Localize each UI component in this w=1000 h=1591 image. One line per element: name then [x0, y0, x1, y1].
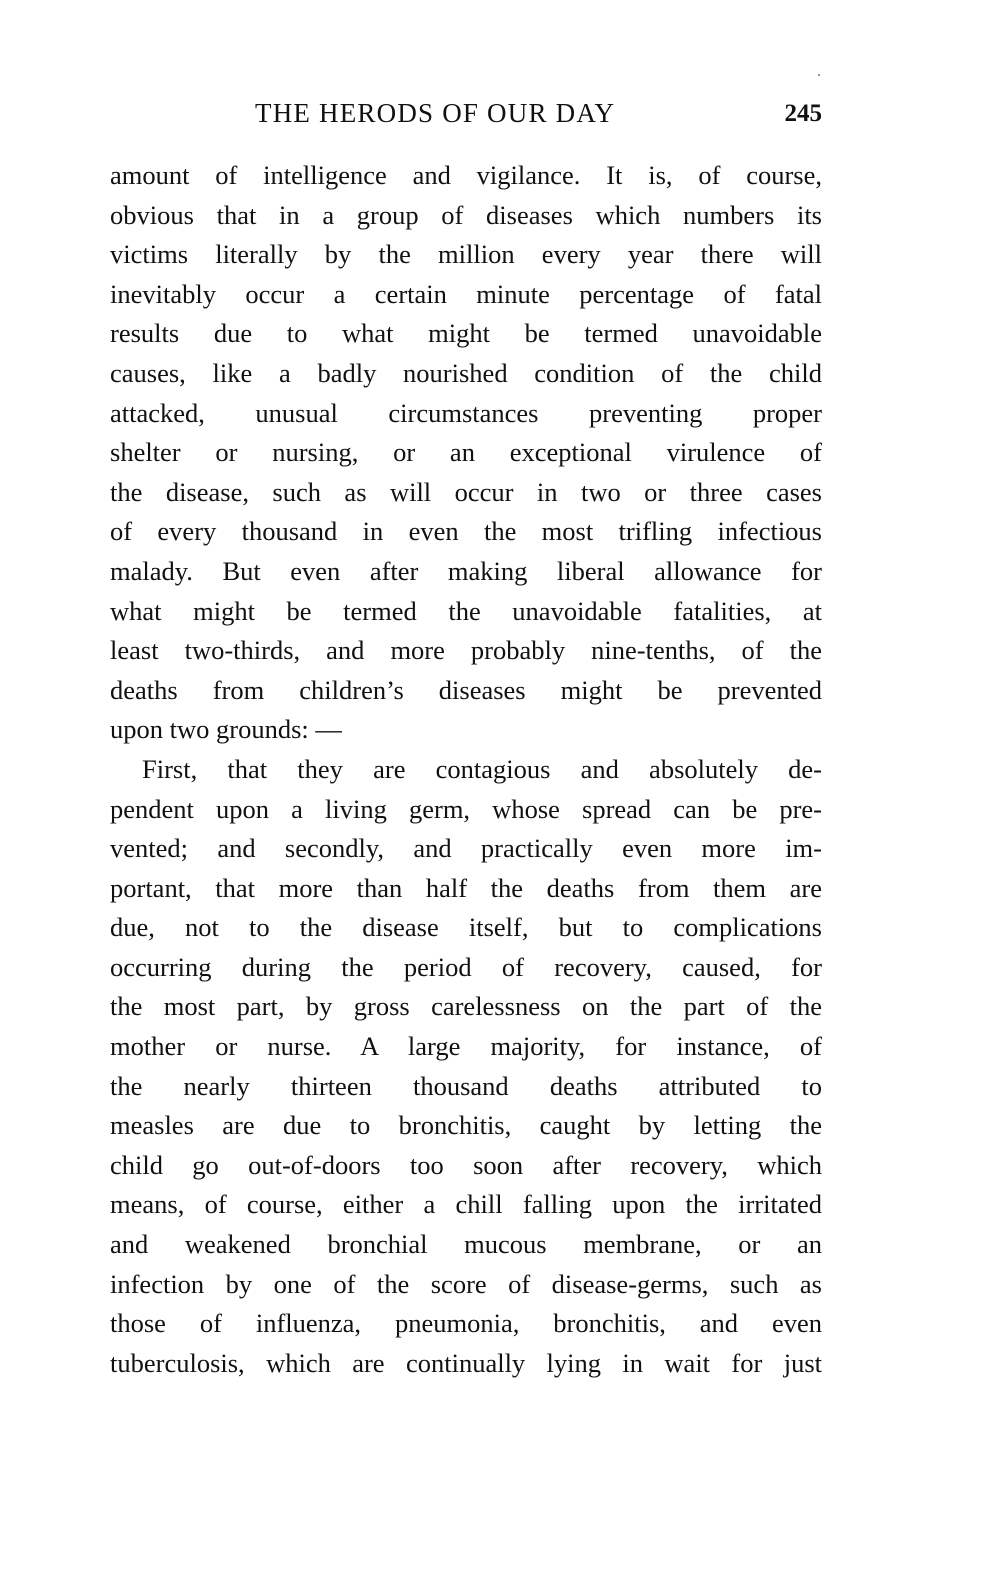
text-line: measles are due to bronchitis, caught by letting the	[110, 1110, 822, 1141]
text-line: least two-thirds, and more probably nine-tenths, of the	[110, 635, 822, 666]
paragraph-start-line: First, that they are contagious and absolutely de-	[142, 753, 822, 784]
text-line: results due to what might be termed unavoidable	[110, 318, 822, 349]
text-line: shelter or nursing, or an exceptional virulence of	[110, 437, 822, 468]
text-line: vented; and secondly, and practically even more im-	[110, 833, 822, 864]
text-line: deaths from children’s diseases might be prevented	[110, 674, 822, 705]
text-line: upon two grounds: —	[110, 714, 342, 745]
text-line: victims literally by the million every year there will	[110, 239, 822, 270]
text-line: amount of intelligence and vigilance. It is, of course,	[110, 160, 822, 190]
text-line: and weakened bronchial mucous membrane, or an	[110, 1229, 822, 1260]
running-title: THE HERODS OF OUR DAY	[255, 98, 616, 128]
text-line: the nearly thirteen thousand deaths attributed to	[110, 1070, 822, 1101]
text-line: infection by one of the score of disease-germs, such as	[110, 1268, 822, 1299]
text-line: of every thousand in even the most trifling infectious	[110, 516, 822, 547]
text-line: the disease, such as will occur in two or three cases	[110, 476, 822, 507]
text-line: occurring during the period of recovery, caused, for	[110, 951, 822, 982]
text-line: inevitably occur a certain minute percentage of fatal	[110, 278, 822, 309]
text-line: what might be termed the unavoidable fatalities, at	[110, 595, 822, 626]
text-line: portant, that more than half the deaths from them are	[110, 872, 822, 903]
page-number: 245	[784, 100, 822, 127]
text-line: pendent upon a living germ, whose spread can be pre-	[110, 793, 822, 824]
body-text	[110, 156, 822, 1383]
text-line: mother or nurse. A large majority, for instance, of	[110, 1031, 822, 1062]
text-line: causes, like a badly nourished condition of the child	[110, 357, 822, 388]
text-line: child go out-of-doors too soon after recovery, which	[110, 1149, 822, 1180]
text-line: attacked, unusual circumstances preventing proper	[110, 397, 822, 428]
text-line: obvious that in a group of diseases which numbers its	[110, 199, 822, 230]
text-line: due, not to the disease itself, but to complications	[110, 912, 822, 943]
text-line: tuberculosis, which are continually lying in wait for just	[110, 1347, 822, 1378]
running-head	[110, 98, 822, 134]
text-line: those of influenza, pneumonia, bronchitis, and even	[110, 1308, 822, 1339]
text-line: means, of course, either a chill falling upon the irritated	[110, 1189, 822, 1220]
text-line: malady. But even after making liberal allowance for	[110, 555, 822, 586]
scan-speck	[818, 74, 820, 76]
text-line: the most part, by gross carelessness on the part of the	[110, 991, 822, 1022]
